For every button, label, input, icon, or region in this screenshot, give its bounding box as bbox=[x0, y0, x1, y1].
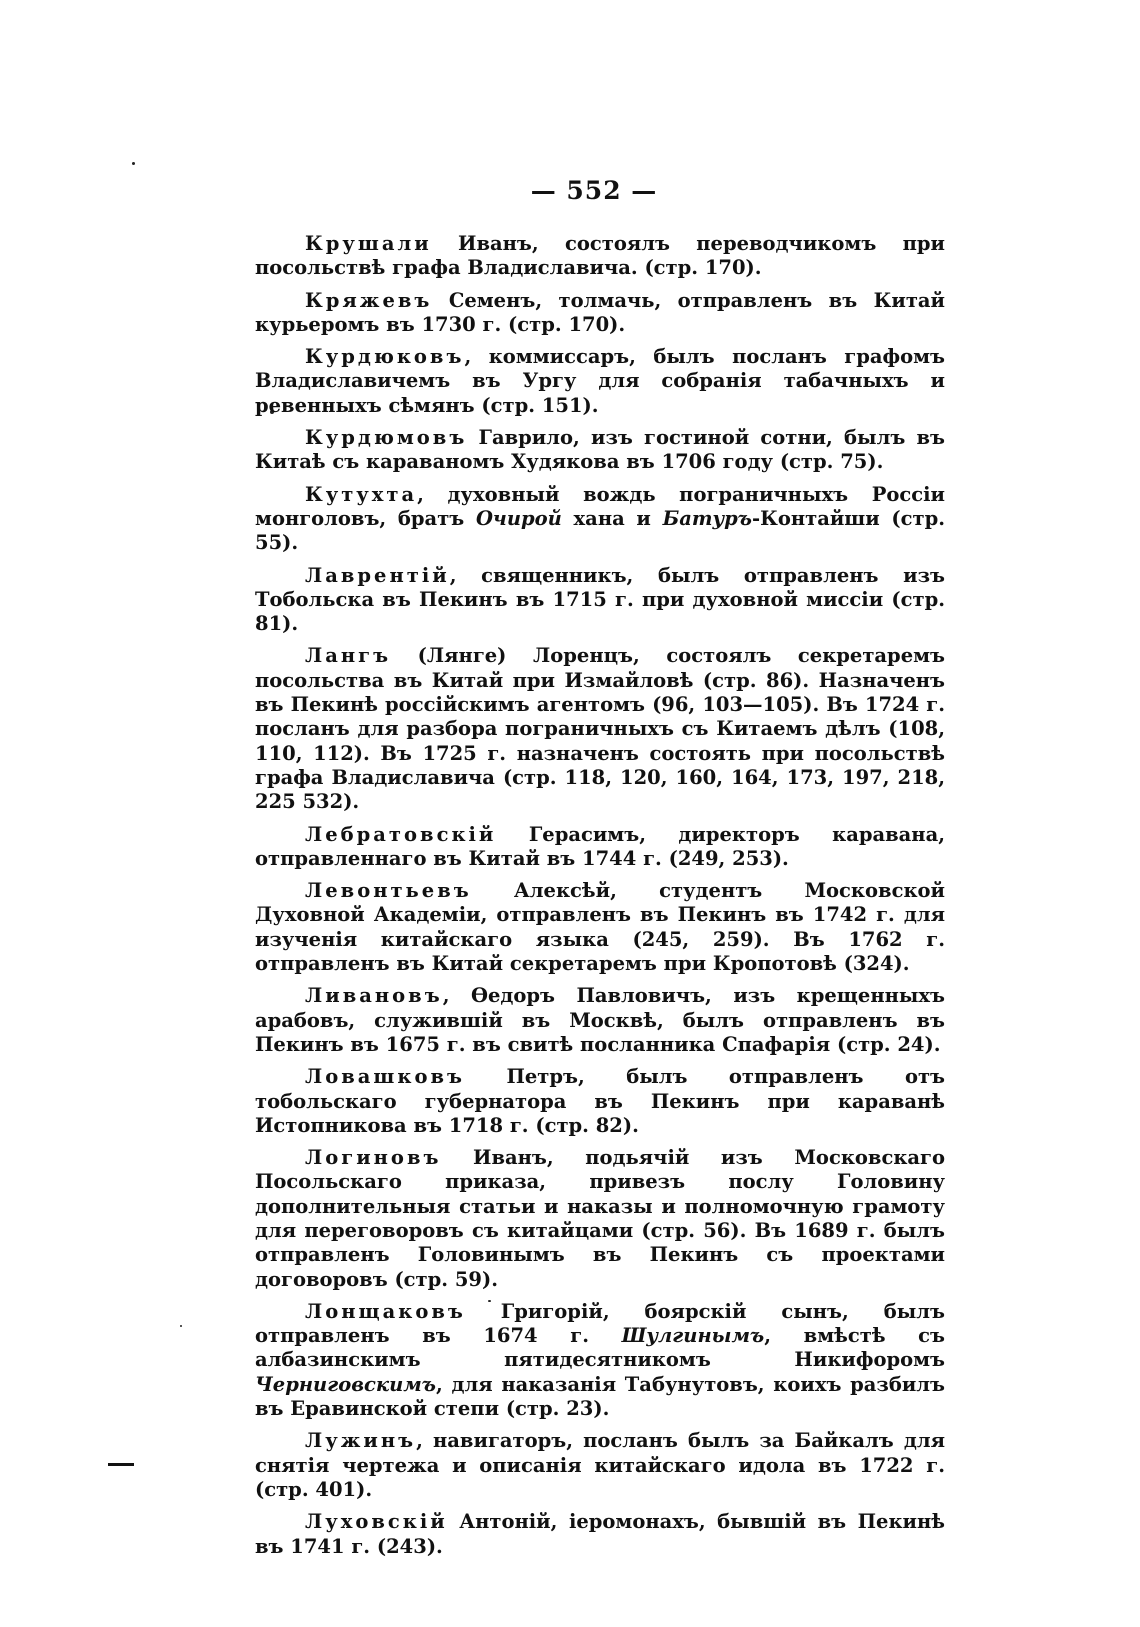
index-text-block bbox=[255, 232, 945, 1567]
entry-text: (Лянге) Лоренцъ, состоялъ секретаремъ посольства въ Китай при Измайловѣ (стр. 86). Назначенъ въ Пекинѣ россійскимъ агентомъ (96, 103—105). Въ 1724 г. посланъ для разбора пограничныхъ съ Китаемъ дѣлъ (108, 110, 112). Въ 1725 г. назначенъ состоять при посольствѣ графа Владиславича (стр. 118, 120, 160, 164, 173, 197, 218, 225 532). bbox=[255, 644, 945, 814]
entry-italic-name: Черниговскимъ bbox=[255, 1372, 436, 1396]
entry-text: Семенъ, толмачь, отправленъ въ Китай курьеромъ въ 1730 г. (стр. 170). bbox=[255, 288, 945, 336]
index-entry bbox=[255, 823, 945, 872]
entry-text: Петръ, былъ отправленъ отъ тобольскаго губернатора въ Пекинъ при караванѣ Истопникова въ 1718 г. (стр. 82). bbox=[255, 1065, 945, 1137]
scan-edge-mark bbox=[108, 1463, 134, 1466]
entry-name: Лужинъ bbox=[305, 1429, 417, 1453]
entry-name: Лебратовскій bbox=[305, 822, 497, 846]
entry-name: Ливановъ bbox=[305, 984, 443, 1008]
entry-text: , коммиссаръ, былъ посланъ графомъ Владиславичемъ въ Ургу для собранія табачныхъ и ревенныхъ сѣмянъ (стр. 151). bbox=[255, 345, 945, 417]
entry-name: Крушали bbox=[305, 232, 432, 255]
entry-italic-name: Шулгинымъ bbox=[621, 1324, 765, 1348]
entry-name: Левонтьевъ bbox=[305, 879, 472, 903]
entry-name: Лаврентій bbox=[305, 563, 450, 587]
entry-name: Лонщаковъ bbox=[305, 1299, 466, 1323]
index-entry bbox=[255, 426, 945, 475]
index-entry bbox=[255, 232, 945, 281]
entry-text: , навигаторъ, посланъ былъ за Байкалъ для снятія чертежа и описанія китайскаго идола въ 1722 г. (стр. 401). bbox=[255, 1429, 945, 1501]
index-entry bbox=[255, 1146, 945, 1292]
entry-name: Курдюмовъ bbox=[305, 426, 468, 450]
entry-text: Антоній, іеромонахъ, бывшій въ Пекинѣ въ 1741 г. (243). bbox=[255, 1510, 945, 1558]
entry-italic-name: Очирой bbox=[475, 506, 562, 530]
entry-name: Кутухта bbox=[305, 482, 418, 506]
entry-name: Логиновъ bbox=[305, 1146, 442, 1170]
index-entry bbox=[255, 984, 945, 1057]
page-number: — 552 — bbox=[530, 176, 658, 205]
entry-text: Гаврило, изъ гостиной сотни, былъ въ Китаѣ съ караваномъ Худякова въ 1706 году (стр. 75). bbox=[255, 426, 945, 474]
index-entry bbox=[255, 1065, 945, 1138]
entry-text: , духовный вождь пограничныхъ Россіи монголовъ, братъ bbox=[255, 482, 945, 530]
index-entry bbox=[255, 345, 945, 418]
entry-text: , для наказанія Табунутовъ, коихъ разбилъ въ Еравинской степи (стр. 23). bbox=[255, 1372, 945, 1421]
index-entry bbox=[255, 1300, 945, 1421]
entry-name: Ловашковъ bbox=[305, 1065, 465, 1089]
entry-text: Иванъ, подьячій изъ Московскаго Посольскаго приказа, привезъ послу Головину дополнительныя статьи и наказы и полномочную грамоту для переговоровъ съ китайцами (стр. 56). Въ 1689 г. былъ отправленъ Головинымъ въ Пекинъ съ проектами договоровъ (стр. 59). bbox=[255, 1146, 945, 1291]
entry-text: , Ѳедоръ Павловичъ, изъ крещенныхъ арабовъ, служившій въ Москвѣ, былъ отправленъ въ Пекинъ въ 1675 г. въ свитѣ посланника Спафарія (стр. 24). bbox=[255, 984, 945, 1056]
entry-text: -Контайши (стр. 55). bbox=[255, 506, 946, 555]
index-entry bbox=[255, 1429, 945, 1502]
entry-name: Лангъ bbox=[305, 644, 392, 668]
index-entry bbox=[255, 644, 945, 814]
index-entry bbox=[255, 289, 945, 338]
entry-name: Луховскій bbox=[305, 1510, 448, 1534]
index-entry bbox=[255, 1510, 945, 1559]
entry-text: Алексѣй, студентъ Московской Духовной Академіи, отправленъ въ Пекинъ въ 1742 г. для изученія китайскаго языка (245, 259). Въ 1762 г. отправленъ въ Китай секретаремъ при Кропотовѣ (324). bbox=[255, 879, 945, 976]
entry-name: Курдюковъ bbox=[305, 345, 465, 369]
entry-text: , священникъ, былъ отправленъ изъ Тобольска въ Пекинъ въ 1715 г. при духовной миссіи (стр. 81). bbox=[255, 563, 945, 636]
index-entry bbox=[255, 483, 945, 556]
entry-text: хана и bbox=[561, 506, 663, 530]
scan-speck bbox=[132, 162, 135, 165]
entry-text: Иванъ, состоялъ переводчикомъ при посольствѣ графа Владиславича. (стр. 170). bbox=[255, 232, 945, 280]
entry-text: , вмѣстѣ съ албазинскимъ пятидесятникомъ Никифоромъ bbox=[255, 1324, 945, 1372]
entry-text: Григорій, боярскій сынъ, былъ отправленъ въ 1674 г. bbox=[255, 1299, 945, 1348]
scan-speck bbox=[180, 1325, 182, 1327]
index-entry bbox=[255, 879, 945, 976]
entry-italic-name: Батуръ bbox=[662, 506, 752, 530]
entry-text: Герасимъ, директоръ каравана, отправленнаго въ Китай въ 1744 г. (249, 253). bbox=[255, 822, 945, 870]
entry-name: Кряжевъ bbox=[305, 288, 433, 312]
index-entry bbox=[255, 564, 945, 637]
